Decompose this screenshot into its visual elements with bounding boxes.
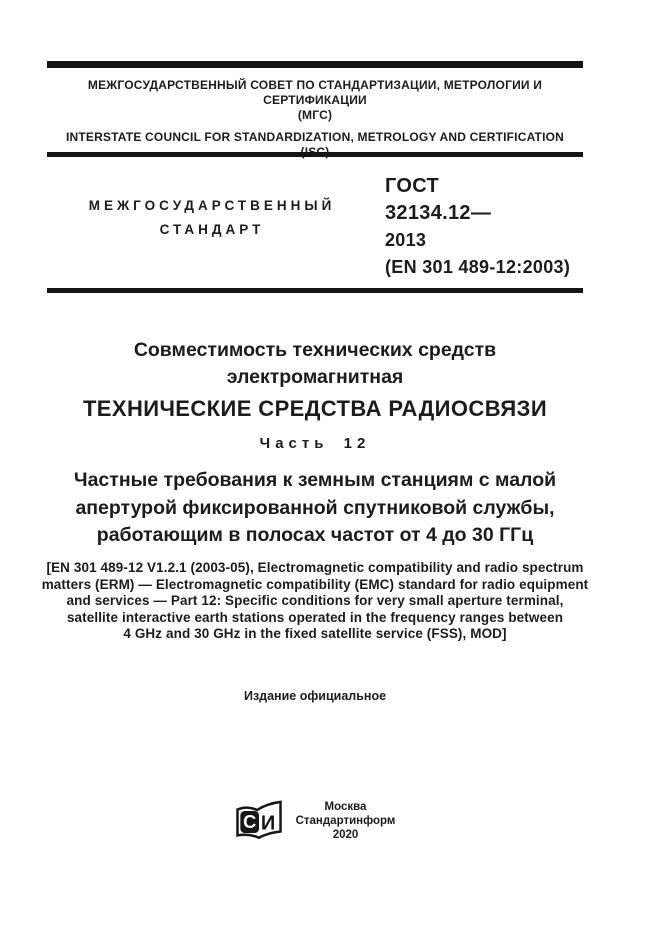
svg-text:С: С bbox=[242, 812, 256, 833]
subject-line1: Совместимость технических средств bbox=[133, 339, 497, 361]
council-abbr-ru: (МГС) bbox=[297, 108, 333, 122]
designation-gost: ГОСТ bbox=[385, 175, 439, 197]
designation-section bbox=[47, 157, 583, 288]
standard-type-label bbox=[47, 194, 377, 242]
publisher-block bbox=[47, 799, 583, 843]
main-title: ТЕХНИЧЕСКИЕ СРЕДСТВА РАДИОСВЯЗИ bbox=[82, 396, 548, 421]
part-label: Часть 12 bbox=[259, 435, 371, 452]
en-ref-line1: [EN 301 489-12 V1.2.1 (2003-05), Electromagnetic compatibility and radio spectrum bbox=[46, 560, 584, 575]
publisher-city: Москва bbox=[324, 801, 367, 813]
subtitle-line3: работающим в полосах частот от 4 до 30 ГГц bbox=[96, 524, 534, 546]
official-edition-note: Издание официальное bbox=[243, 689, 387, 703]
svg-text:И: И bbox=[260, 812, 275, 835]
top-rule bbox=[47, 61, 583, 68]
council-header bbox=[47, 78, 583, 160]
council-name-ru: МЕЖГОСУДАРСТВЕННЫЙ СОВЕТ ПО СТАНДАРТИЗАЦИИ, МЕТРОЛОГИИ И СЕРТИФИКАЦИИ bbox=[87, 78, 543, 107]
publisher-year: 2020 bbox=[332, 829, 359, 841]
en-ref-line3: and services — Part 12: Specific conditions for very small aperture terminal, bbox=[66, 593, 564, 608]
subtitle-line2: апертурой фиксированной спутниковой службы, bbox=[75, 496, 555, 519]
designation-year: 2013 bbox=[385, 230, 427, 250]
council-name-en: INTERSTATE COUNCIL FOR STANDARDIZATION, METROLOGY AND CERTIFICATION bbox=[65, 130, 565, 144]
publisher-name: Стандартинформ bbox=[295, 815, 396, 827]
en-ref-line4: satellite interactive earth stations operated in the frequency ranges between bbox=[66, 609, 564, 625]
standard-type-line1: МЕЖГОСУДАРСТВЕННЫЙ bbox=[88, 198, 336, 213]
en-standard-reference bbox=[27, 560, 603, 643]
standartinform-logo-icon bbox=[235, 799, 283, 843]
en-ref-line2: matters (ERM) — Electromagnetic compatibility (EMC) standard for radio equipment bbox=[41, 576, 589, 592]
designation-rule-bottom bbox=[47, 288, 583, 293]
designation-number: 32134.12— bbox=[385, 202, 492, 224]
standard-designation bbox=[385, 173, 570, 281]
standard-subtitle bbox=[47, 467, 583, 550]
en-ref-line5: 4 GHz and 30 GHz in the fixed satellite service (FSS), MOD] bbox=[123, 626, 507, 641]
subtitle-line1: Частные требования к земным станциям с малой bbox=[73, 469, 557, 491]
publisher-imprint bbox=[296, 800, 396, 842]
standard-subject bbox=[47, 337, 583, 391]
standard-type-line2: СТАНДАРТ bbox=[159, 222, 265, 237]
designation-en-ref: (EN 301 489-12:2003) bbox=[385, 257, 571, 277]
spacer bbox=[47, 123, 583, 130]
subject-line2: электромагнитная bbox=[226, 366, 404, 388]
